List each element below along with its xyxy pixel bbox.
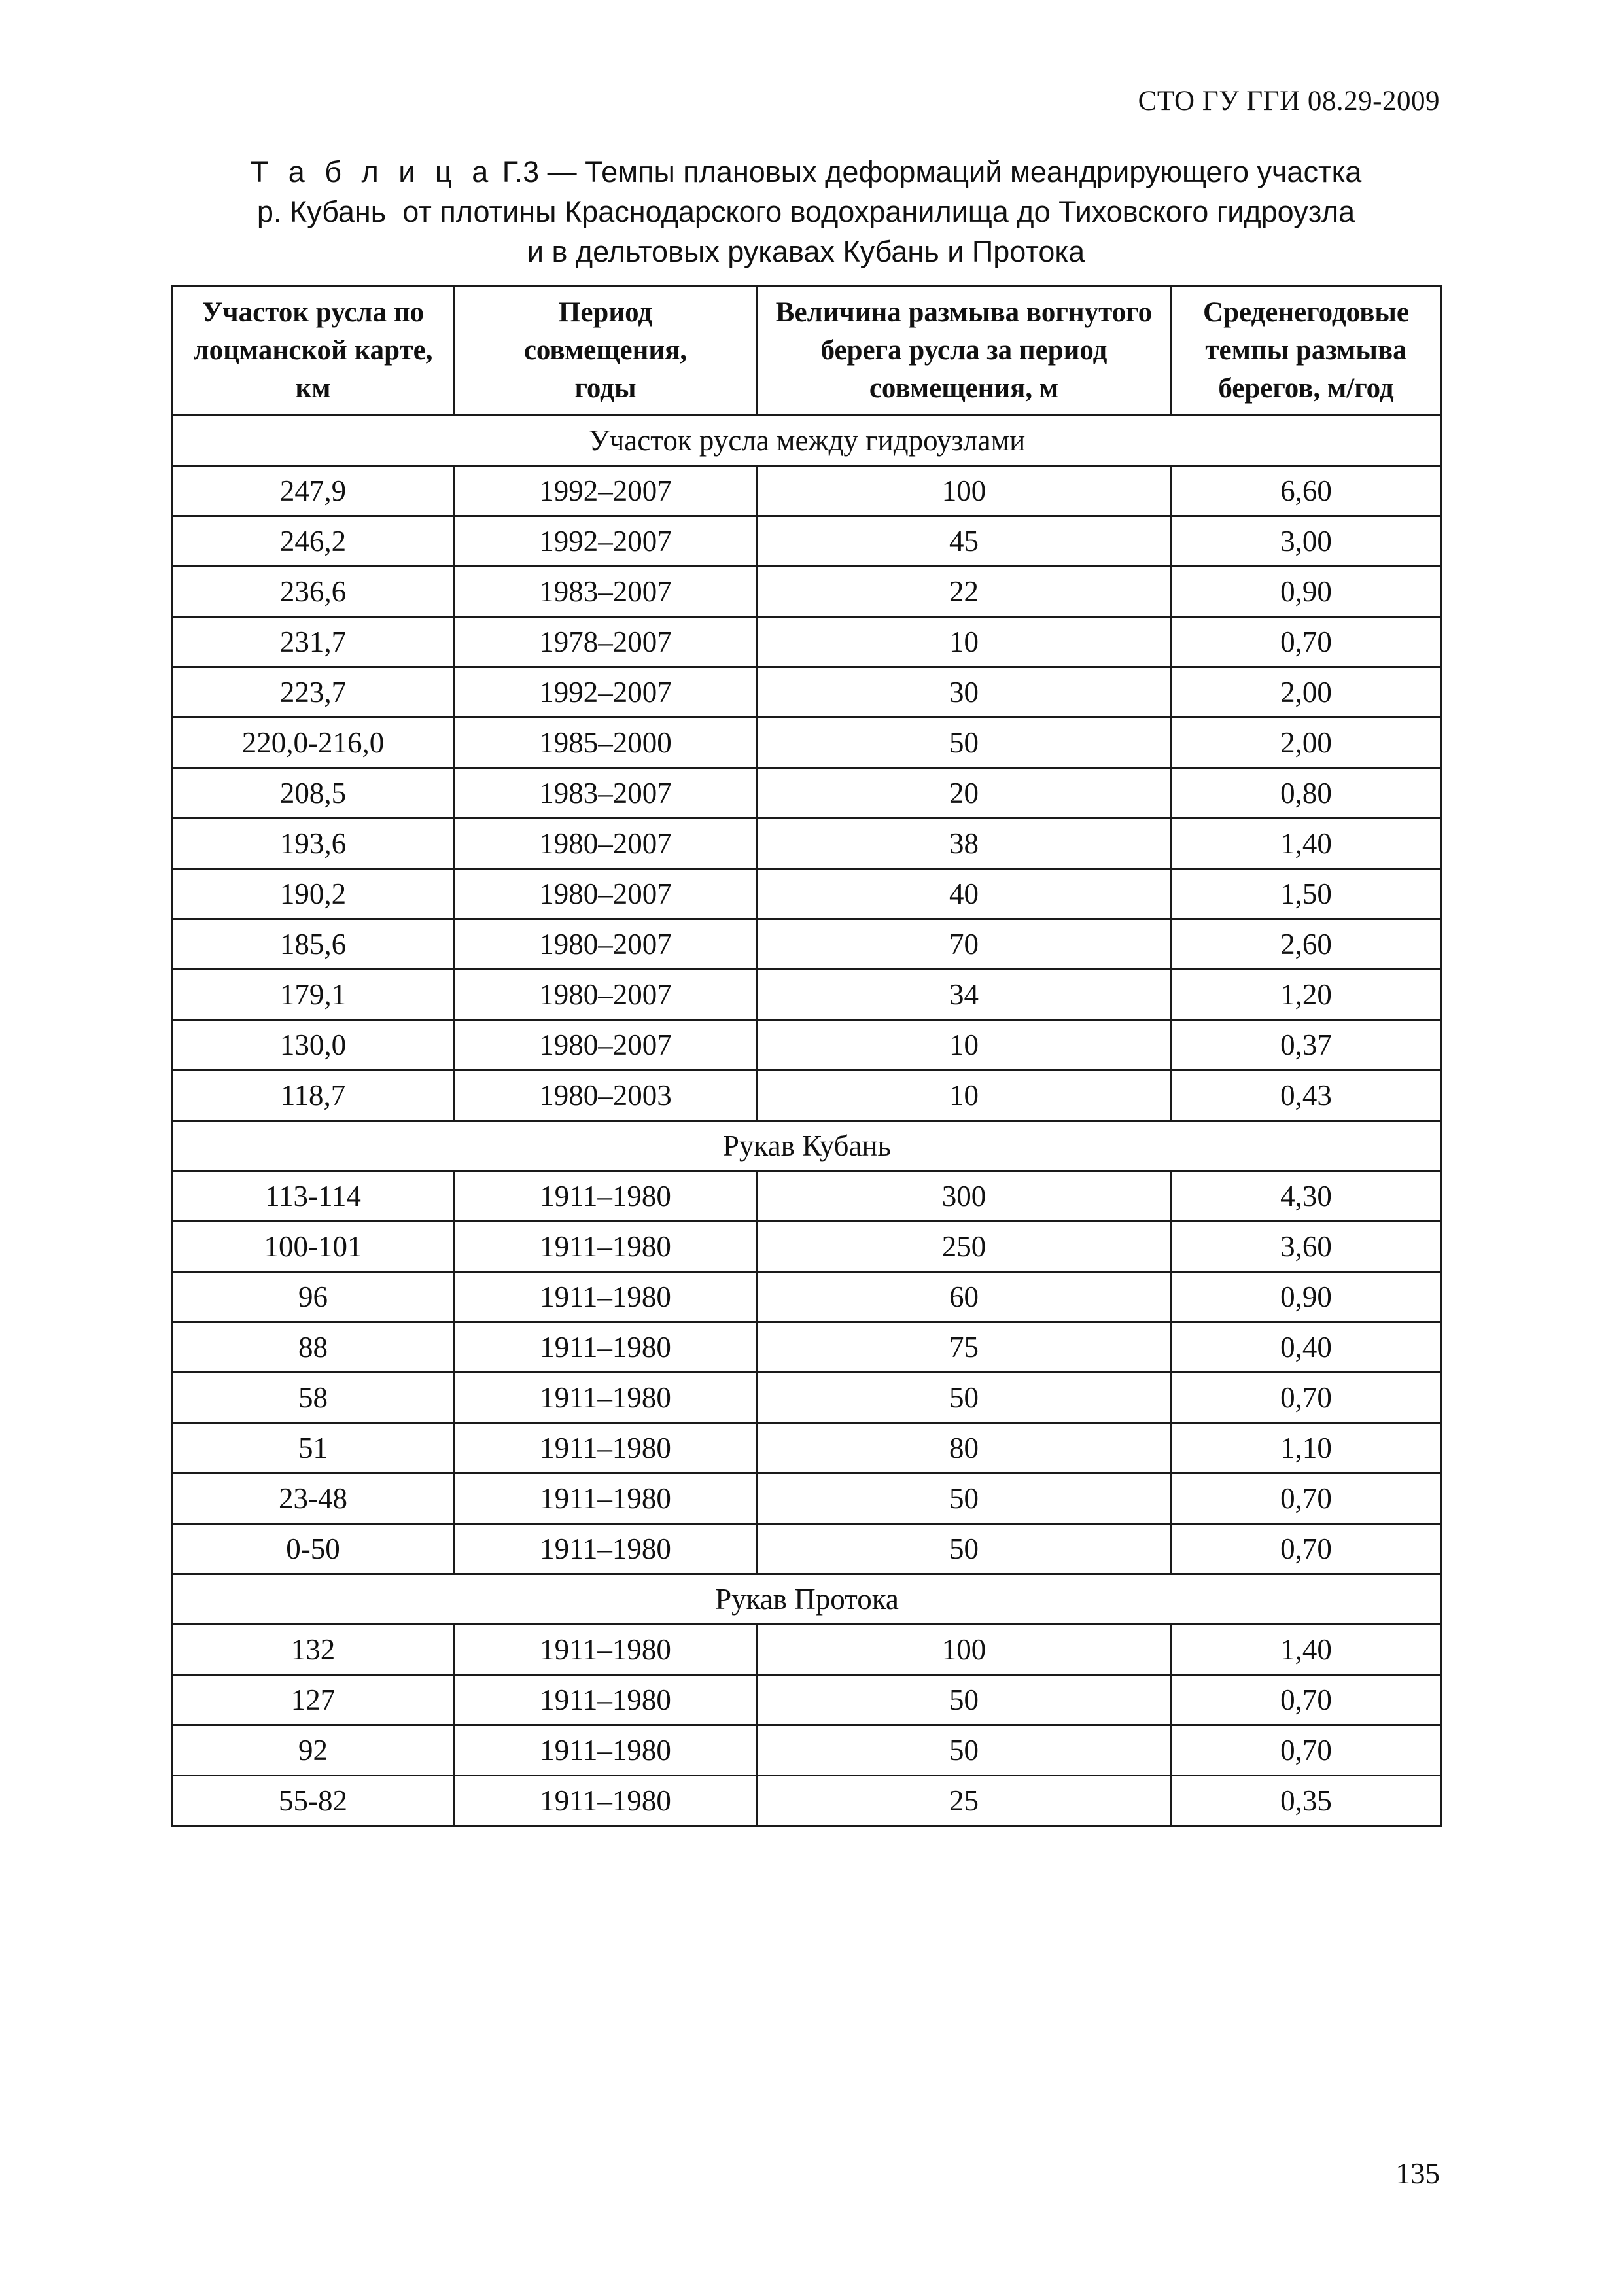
cell-rate: 3,00 xyxy=(1171,516,1442,567)
table-row xyxy=(173,1070,1442,1121)
cell-section-km: 130,0 xyxy=(173,1020,454,1070)
cell-section-km: 0-50 xyxy=(173,1524,454,1574)
cell-period: 1911–1980 xyxy=(454,1272,758,1322)
table-row xyxy=(173,617,1442,667)
cell-erosion: 50 xyxy=(758,1373,1171,1423)
cell-period: 1911–1980 xyxy=(454,1423,758,1474)
cell-rate: 0,70 xyxy=(1171,1675,1442,1725)
cell-rate: 3,60 xyxy=(1171,1222,1442,1272)
cell-erosion: 20 xyxy=(758,768,1171,819)
cell-period: 1980–2007 xyxy=(454,1020,758,1070)
cell-erosion: 38 xyxy=(758,819,1171,869)
table-row xyxy=(173,1171,1442,1222)
cell-rate: 2,00 xyxy=(1171,667,1442,718)
cell-section-km: 220,0-216,0 xyxy=(173,718,454,768)
table-body xyxy=(173,415,1442,1826)
cell-section-km: 179,1 xyxy=(173,970,454,1020)
cell-rate: 1,40 xyxy=(1171,1625,1442,1675)
cell-erosion: 10 xyxy=(758,1020,1171,1070)
header-cell-erosion: Величина размыва вогнутого берега русла за период совмещения, м xyxy=(758,287,1171,415)
section-title: Участок русла между гидроузлами xyxy=(173,415,1442,466)
table-row xyxy=(173,718,1442,768)
cell-period: 1911–1980 xyxy=(454,1474,758,1524)
cell-erosion: 75 xyxy=(758,1322,1171,1373)
cell-erosion: 22 xyxy=(758,567,1171,617)
cell-erosion: 300 xyxy=(758,1171,1171,1222)
cell-period: 1992–2007 xyxy=(454,466,758,516)
cell-section-km: 190,2 xyxy=(173,869,454,919)
cell-erosion: 250 xyxy=(758,1222,1171,1272)
table-row xyxy=(173,466,1442,516)
cell-section-km: 236,6 xyxy=(173,567,454,617)
caption-line-1 xyxy=(171,152,1440,192)
cell-period: 1980–2007 xyxy=(454,819,758,869)
cell-period: 1980–2007 xyxy=(454,970,758,1020)
cell-section-km: 51 xyxy=(173,1423,454,1474)
cell-period: 1992–2007 xyxy=(454,667,758,718)
table-row xyxy=(173,667,1442,718)
cell-section-km: 58 xyxy=(173,1373,454,1423)
cell-section-km: 223,7 xyxy=(173,667,454,718)
cell-rate: 0,40 xyxy=(1171,1322,1442,1373)
cell-period: 1983–2007 xyxy=(454,768,758,819)
cell-section-km: 92 xyxy=(173,1725,454,1776)
caption-line-3: и в дельтовых рукавах Кубань и Протока xyxy=(527,235,1085,268)
cell-erosion: 50 xyxy=(758,1675,1171,1725)
cell-rate: 0,37 xyxy=(1171,1020,1442,1070)
cell-period: 1911–1980 xyxy=(454,1322,758,1373)
table-row xyxy=(173,1625,1442,1675)
cell-rate: 6,60 xyxy=(1171,466,1442,516)
cell-section-km: 96 xyxy=(173,1272,454,1322)
cell-erosion: 45 xyxy=(758,516,1171,567)
cell-erosion: 50 xyxy=(758,718,1171,768)
table-caption xyxy=(171,152,1440,272)
cell-erosion: 10 xyxy=(758,1070,1171,1121)
cell-erosion: 10 xyxy=(758,617,1171,667)
cell-erosion: 34 xyxy=(758,970,1171,1020)
cell-period: 1911–1980 xyxy=(454,1725,758,1776)
section-header-row xyxy=(173,415,1442,466)
cell-period: 1978–2007 xyxy=(454,617,758,667)
table-row xyxy=(173,1222,1442,1272)
caption-prefix: Т а б л и ц а xyxy=(250,155,495,188)
cell-rate: 1,20 xyxy=(1171,970,1442,1020)
cell-period: 1911–1980 xyxy=(454,1675,758,1725)
cell-section-km: 231,7 xyxy=(173,617,454,667)
cell-section-km: 100-101 xyxy=(173,1222,454,1272)
table-row xyxy=(173,819,1442,869)
cell-section-km: 88 xyxy=(173,1322,454,1373)
table-row xyxy=(173,919,1442,970)
section-header-row xyxy=(173,1121,1442,1171)
cell-rate: 2,60 xyxy=(1171,919,1442,970)
cell-period: 1911–1980 xyxy=(454,1222,758,1272)
cell-erosion: 100 xyxy=(758,1625,1171,1675)
cell-rate: 1,40 xyxy=(1171,819,1442,869)
table-row xyxy=(173,768,1442,819)
cell-section-km: 118,7 xyxy=(173,1070,454,1121)
table-row xyxy=(173,1423,1442,1474)
section-title: Рукав Кубань xyxy=(173,1121,1442,1171)
table-row xyxy=(173,1020,1442,1070)
cell-rate: 0,70 xyxy=(1171,1474,1442,1524)
cell-erosion: 100 xyxy=(758,466,1171,516)
header-cell-period: Период совмещения, годы xyxy=(454,287,758,415)
page-number: 135 xyxy=(1395,2157,1440,2190)
cell-section-km: 185,6 xyxy=(173,919,454,970)
cell-erosion: 30 xyxy=(758,667,1171,718)
cell-section-km: 127 xyxy=(173,1675,454,1725)
cell-rate: 1,50 xyxy=(1171,869,1442,919)
cell-erosion: 50 xyxy=(758,1725,1171,1776)
cell-erosion: 70 xyxy=(758,919,1171,970)
document-code: СТО ГУ ГГИ 08.29-2009 xyxy=(1138,86,1440,116)
cell-section-km: 208,5 xyxy=(173,768,454,819)
table-row xyxy=(173,1322,1442,1373)
cell-section-km: 132 xyxy=(173,1625,454,1675)
table-row xyxy=(173,516,1442,567)
cell-period: 1911–1980 xyxy=(454,1625,758,1675)
cell-period: 1911–1980 xyxy=(454,1171,758,1222)
cell-section-km: 246,2 xyxy=(173,516,454,567)
caption-title-start: — Темпы плановых деформаций меандрирующего участка xyxy=(547,155,1362,188)
cell-section-km: 55-82 xyxy=(173,1776,454,1826)
cell-rate: 0,43 xyxy=(1171,1070,1442,1121)
cell-period: 1911–1980 xyxy=(454,1524,758,1574)
table-row xyxy=(173,1373,1442,1423)
table-row xyxy=(173,1524,1442,1574)
cell-period: 1992–2007 xyxy=(454,516,758,567)
cell-erosion: 60 xyxy=(758,1272,1171,1322)
cell-erosion: 40 xyxy=(758,869,1171,919)
caption-line-2: р. Кубань от плотины Краснодарского водохранилища до Тиховского гидроузла xyxy=(256,195,1355,228)
cell-rate: 0,80 xyxy=(1171,768,1442,819)
table-row xyxy=(173,970,1442,1020)
cell-rate: 1,10 xyxy=(1171,1423,1442,1474)
cell-rate: 0,90 xyxy=(1171,1272,1442,1322)
cell-period: 1983–2007 xyxy=(454,567,758,617)
table-row xyxy=(173,869,1442,919)
header-row xyxy=(173,287,1442,415)
table-row xyxy=(173,1725,1442,1776)
cell-section-km: 193,6 xyxy=(173,819,454,869)
cell-rate: 0,70 xyxy=(1171,1524,1442,1574)
table-row xyxy=(173,1675,1442,1725)
table-row xyxy=(173,567,1442,617)
cell-rate: 0,35 xyxy=(1171,1776,1442,1826)
cell-rate: 4,30 xyxy=(1171,1171,1442,1222)
cell-erosion: 50 xyxy=(758,1474,1171,1524)
header-cell-rate: Среденегодовые темпы размыва берегов, м/год xyxy=(1171,287,1442,415)
section-title: Рукав Протока xyxy=(173,1574,1442,1625)
cell-period: 1985–2000 xyxy=(454,718,758,768)
cell-rate: 2,00 xyxy=(1171,718,1442,768)
header-cell-section-km: Участок русла по лоцманской карте, км xyxy=(173,287,454,415)
cell-rate: 0,70 xyxy=(1171,1373,1442,1423)
section-header-row xyxy=(173,1574,1442,1625)
cell-period: 1911–1980 xyxy=(454,1373,758,1423)
table-row xyxy=(173,1474,1442,1524)
cell-period: 1980–2007 xyxy=(454,919,758,970)
cell-period: 1980–2007 xyxy=(454,869,758,919)
cell-erosion: 25 xyxy=(758,1776,1171,1826)
cell-rate: 0,70 xyxy=(1171,1725,1442,1776)
cell-erosion: 80 xyxy=(758,1423,1171,1474)
cell-erosion: 50 xyxy=(758,1524,1171,1574)
table-row xyxy=(173,1272,1442,1322)
cell-period: 1980–2003 xyxy=(454,1070,758,1121)
cell-section-km: 23-48 xyxy=(173,1474,454,1524)
cell-section-km: 113-114 xyxy=(173,1171,454,1222)
caption-number: Г.3 xyxy=(502,155,540,188)
cell-rate: 0,70 xyxy=(1171,617,1442,667)
table-row xyxy=(173,1776,1442,1826)
cell-section-km: 247,9 xyxy=(173,466,454,516)
cell-period: 1911–1980 xyxy=(454,1776,758,1826)
cell-rate: 0,90 xyxy=(1171,567,1442,617)
deformation-table xyxy=(171,285,1442,1827)
